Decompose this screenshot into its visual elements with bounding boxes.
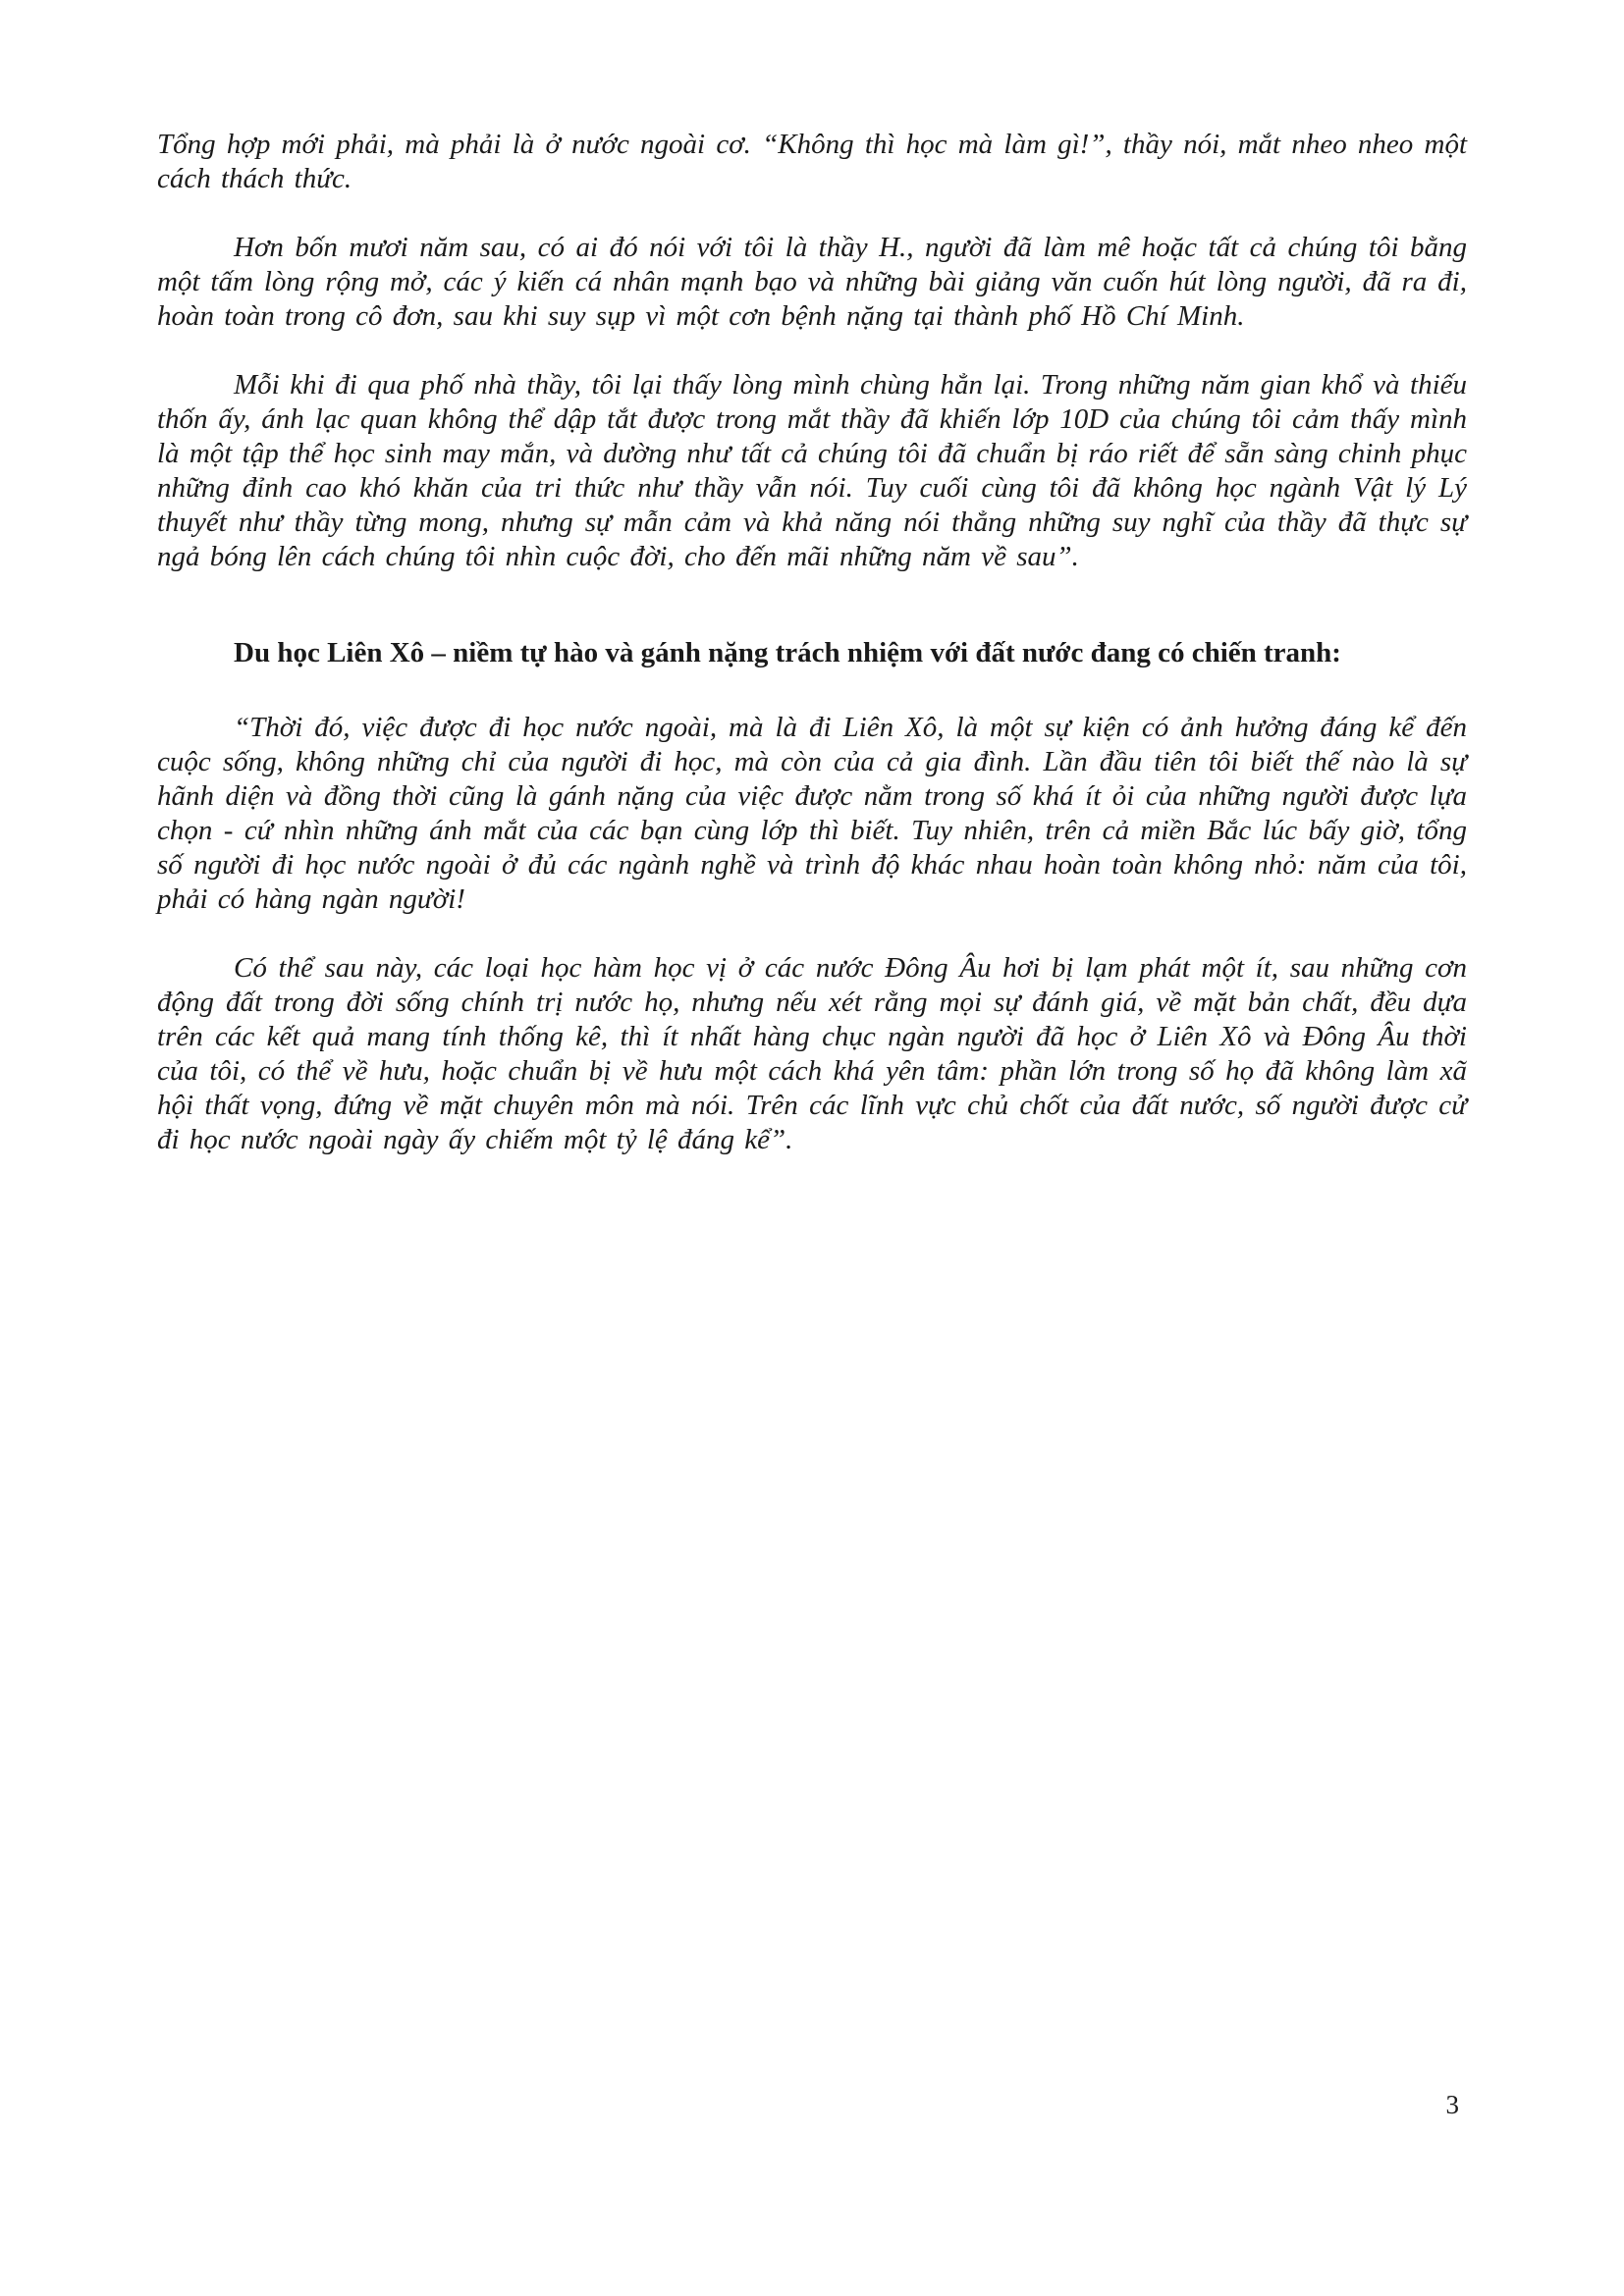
page-number: 3 (1445, 2090, 1459, 2119)
paragraph-continuation: Tổng hợp mới phải, mà phải là ở nước ngoài cơ. “Không thì học mà làm gì!”, thầy nói, mắt nheo nheo một cách thách thức. (157, 129, 1467, 194)
paragraph: Có thể sau này, các loại học hàm học vị ở các nước Đông Âu hơi bị lạm phát một ít, sau những cơn động đất trong đời sống chính trị nước họ, nhưng nếu xét rằng mọi sự đánh giá, về mặt bản chất, đều dựa trên các kết quả mang tính thống kê, thì ít nhất hàng chục ngàn người đã học ở Liên Xô và Đông Âu thời của tôi, có thể về hưu, hoặc chuẩn bị về hưu một cách khá yên tâm: phần lớn trong số họ đã không làm xã hội thất vọng, đứng về mặt chuyên môn mà nói. Trên các lĩnh vực chủ chốt của đất nước, số người được cử đi học nước ngoài ngày ấy chiếm một tỷ lệ đáng kể”. (157, 952, 1467, 1155)
document-body (157, 128, 1467, 1192)
paragraph: “Thời đó, việc được đi học nước ngoài, mà là đi Liên Xô, là một sự kiện có ảnh hưởng đáng kể đến cuộc sống, không những chỉ của người đi học, mà còn của cả gia đình. Lần đầu tiên tôi biết thế nào là sự hãnh diện và đồng thời cũng là gánh nặng của việc được nằm trong số khá ít ỏi của những người được lựa chọn - cứ nhìn những ánh mắt của các bạn cùng lớp thì biết. Tuy nhiên, trên cả miền Bắc lúc bấy giờ, tổng số người đi học nước ngoài ở đủ các ngành nghề và trình độ khác nhau hoàn toàn không nhỏ: năm của tôi, phải có hàng ngàn người! (157, 712, 1467, 915)
paragraph: Hơn bốn mươi năm sau, có ai đó nói với tôi là thầy H., người đã làm mê hoặc tất cả chúng tôi bằng một tấm lòng rộng mở, các ý kiến cá nhân mạnh bạo và những bài giảng văn cuốn hút lòng người, đã ra đi, hoàn toàn trong cô đơn, sau khi suy sụp vì một cơn bệnh nặng tại thành phố Hồ Chí Minh. (157, 232, 1467, 332)
section-heading: Du học Liên Xô – niềm tự hào và gánh nặng trách nhiệm với đất nước đang có chiến tranh: (234, 637, 1341, 668)
paragraph: Mỗi khi đi qua phố nhà thầy, tôi lại thấy lòng mình chùng hẳn lại. Trong những năm gian khổ và thiếu thốn ấy, ánh lạc quan không thể dập tắt được trong mắt thầy đã khiến lớp 10D của chúng tôi cảm thấy mình là một tập thể học sinh may mắn, và dường như tất cả chúng tôi đã chuẩn bị ráo riết để sẵn sàng chinh phục những đỉnh cao khó khăn của tri thức như thầy vẫn nói. Tuy cuối cùng tôi đã không học ngành Vật lý Lý thuyết như thầy từng mong, nhưng sự mẫn cảm và khả năng nói thẳng những suy nghĩ của thầy đã thực sự ngả bóng lên cách chúng tôi nhìn cuộc đời, cho đến mãi những năm về sau”. (157, 369, 1467, 572)
